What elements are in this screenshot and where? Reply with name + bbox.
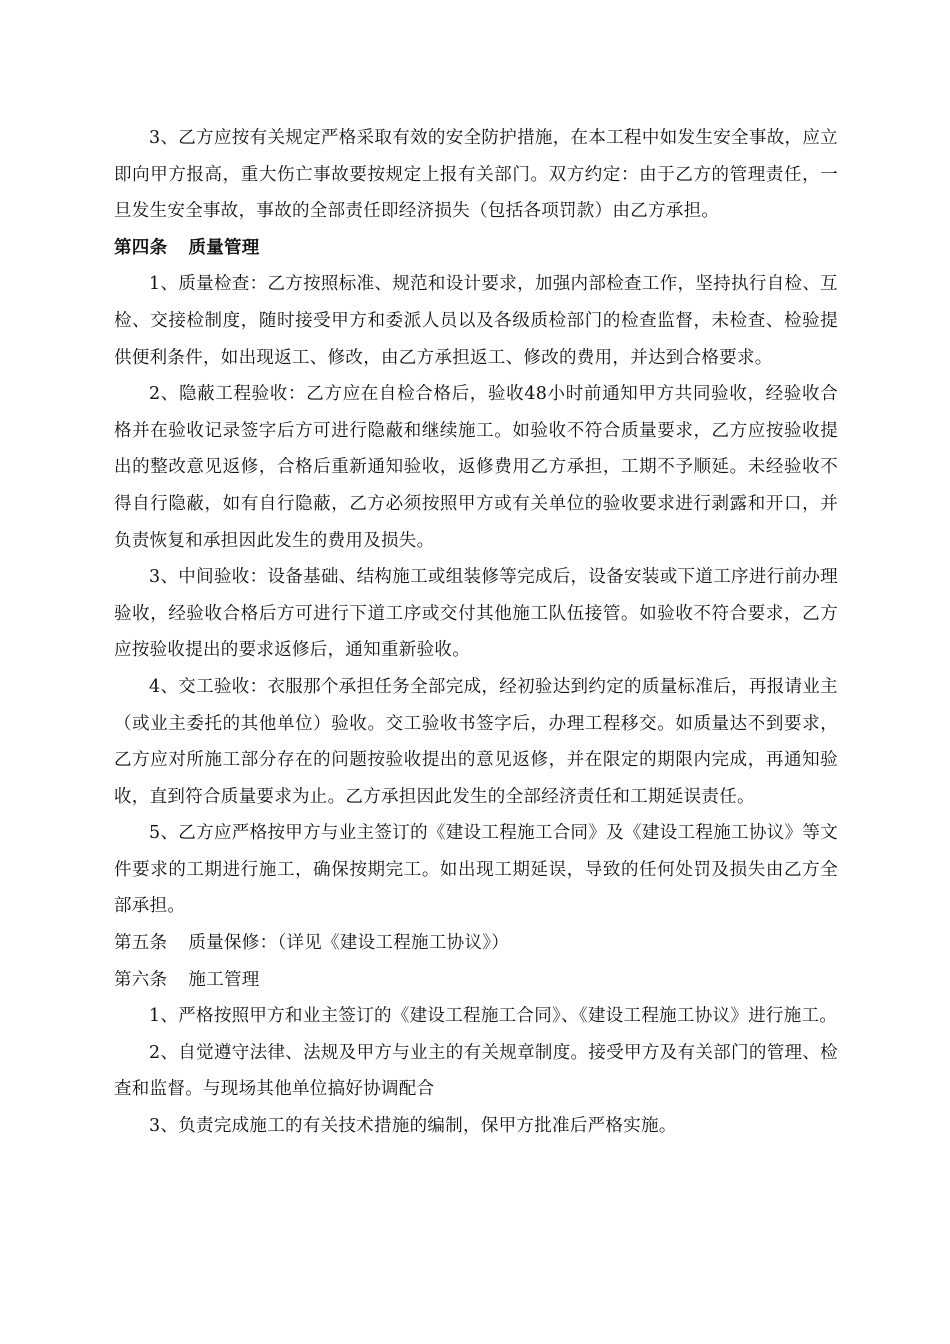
- article-6-title: 施工管理: [188, 969, 260, 990]
- document-page: [114, 120, 838, 1145]
- paragraph-construction-2: 2、自觉遵守法律、法规及甲方与业主的有关规章制度。接受甲方及有关部门的管理、检查和监督。与现场其他单位搞好协调配合: [114, 1042, 838, 1100]
- article-4-number: 第四条: [114, 237, 168, 258]
- paragraph-quality-1: 1、质量检查：乙方按照标准、规范和设计要求，加强内部检查工作，坚持执行自检、互检、交接检制度，随时接受甲方和委派人员以及各级质检部门的检查监督，未检查、检验提供便利条件，如出现返工、修改，由乙方承担返工、修改的费用，并达到合格要求。: [114, 274, 838, 368]
- paragraph-quality-2: 2、隐蔽工程验收：乙方应在自检合格后，验收48小时前通知甲方共同验收，经验收合格并在验收记录签字后方可进行隐蔽和继续施工。如验收不符合质量要求，乙方应按验收提出的整改意见返修，合格后重新通知验收，返修费用乙方承担，工期不予顺延。未经验收不得自行隐蔽，如有自行隐蔽，乙方必须按照甲方或有关单位的验收要求进行剥露和开口，并负责恢复和承担因此发生的费用及损失。: [114, 384, 838, 551]
- article-6-heading: [114, 962, 838, 999]
- article-4-title: 质量管理: [188, 237, 260, 258]
- paragraph-construction-1: 1、严格按照甲方和业主签订的《建设工程施工合同》、《建设工程施工协议》进行施工。: [149, 1006, 838, 1027]
- paragraph-safety-3: 3、乙方应按有关规定严格采取有效的安全防护措施，在本工程中如发生安全事故，应立即向甲方报高，重大伤亡事故要按规定上报有关部门。双方约定：由于乙方的管理责任，一旦发生安全事故，事故的全部责任即经济损失（包括各项罚款）由乙方承担。: [114, 128, 838, 222]
- paragraph-quality-5: 5、乙方应严格按甲方与业主签订的《建设工程施工合同》及《建设工程施工协议》等文件要求的工期进行施工，确保按期完工。如出现工期延误，导致的任何处罚及损失由乙方全部承担。: [114, 823, 838, 917]
- paragraph-construction-3: 3、负责完成施工的有关技术措施的编制，保甲方批准后严格实施。: [149, 1116, 677, 1137]
- paragraph-quality-4: 4、交工验收：衣服那个承担任务全部完成，经初验达到约定的质量标准后，再报请业主（或业主委托的其他单位）验收。交工验收书签字后，办理工程移交。如质量达不到要求，乙方应对所施工部分存在的问题按验收提出的意见返修，并在限定的期限内完成，再通知验收，直到符合质量要求为止。乙方承担因此发生的全部经济责任和工期延误责任。: [114, 676, 838, 807]
- article-6-number: 第六条: [114, 969, 168, 990]
- article-5-title: 质量保修：（详见《建设工程施工协议》）: [188, 933, 510, 954]
- paragraph-quality-3: 3、中间验收：设备基础、结构施工或组装修等完成后，设备安装或下道工序进行前办理验收，经验收合格后方可进行下道工序或交付其他施工队伍接管。如验收不符合要求，乙方应按验收提出的要求返修后，通知重新验收。: [114, 567, 838, 661]
- article-4-heading: [114, 230, 838, 267]
- article-5-number: 第五条: [114, 933, 168, 954]
- article-5-heading: [114, 925, 838, 962]
